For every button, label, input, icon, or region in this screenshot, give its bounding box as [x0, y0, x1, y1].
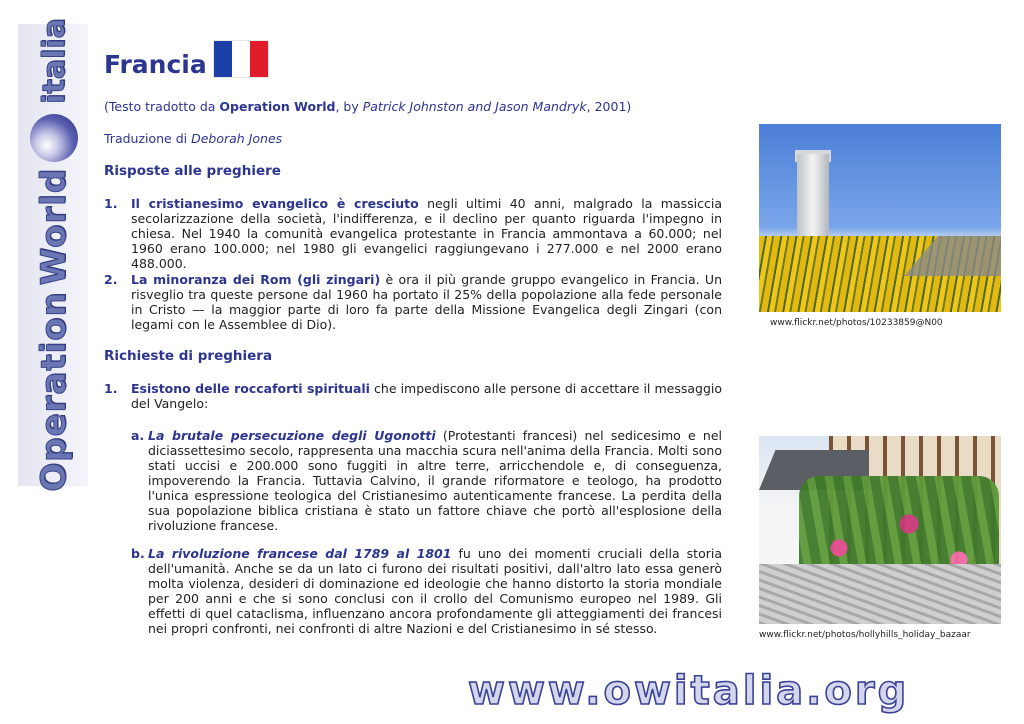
footer-url: www.owitalia.org [468, 668, 910, 714]
cobblestone-street [759, 564, 1001, 624]
translation-line: Traduzione di Deborah Jones [104, 131, 283, 146]
list-item: 2. La minoranza dei Rom (gli zingari) è ora il più grande gruppo evangelico in Francia. Un risveglio tra queste persone dal 1960 ha portato il 25% della popolazione alla fede personale in Cristo — la maggior parte di loro fa parte della Missione Evangelica degli Zingari (con legami con le Assemblee di Dio). [104, 272, 722, 332]
section-heading-requests: Richieste di preghiera [104, 348, 273, 364]
globe-icon [30, 114, 78, 162]
list-item: 1. Esistono delle roccaforti spirituali che impediscono alle persone di accettare il messaggio del Vangelo: [104, 381, 722, 411]
logo-italia: italia [36, 18, 72, 104]
sub-list-item: b. La rivoluzione francese dal 1789 al 1801 fu uno dei momenti cruciali della storia dell'umanità. Anche se da un lato ci furono dei risultati positivi, dall'altro lato essa generò molta violenza, desideri di dominazione ed ideologie che hanno distorto la storia mondiale per 200 anni e che si sono conclusi con il crollo del Comunismo europeo nel 1989. Gli effetti di quel cataclisma, influenzano ancora profondamente gli atteggiamenti dei francesi nei propri confronti, nei confronti di altre Nazioni e del Cristianesimo in sé stesso. [131, 546, 722, 636]
logo-operation: Operation [34, 291, 74, 492]
logo-world: World [34, 167, 74, 286]
water-tower [797, 154, 829, 238]
street-houses-photo [759, 436, 1001, 624]
credit-authors: Patrick Johnston and Jason Mandryk [362, 99, 587, 114]
photo-caption: www.flickr.net/photos/10233859@N00 [770, 318, 943, 328]
sub-list-item: a. La brutale persecuzione degli Ugonotti (Protestanti francesi) nel sedicesimo e nel diciassettesimo secolo, rappresenta una macchia scura nell'anima della Francia. Molti sono stati uccisi e 200.000 sono fuggiti in altre terre, arricchendole e, di conseguenza, impoverendo la Francia. Tuttavia Calvino, il grande riformatore e teologo, ha prodotto l'unica espressione teologica del Cristianesimo autenticamente francese. La perdita della sua popolazione biblica cristiana è stato un fattore chiave che portò all'esplosione della rivoluzione francese. [131, 428, 723, 533]
operation-world-italia-logo [18, 18, 88, 492]
sunflower-field-photo [759, 124, 1001, 312]
credit-line: (Testo tradotto da Operation World, by Patrick Johnston and Jason Mandryk, 2001) [104, 99, 632, 114]
list-item: 1. Il cristianesimo evangelico è cresciuto negli ultimi 40 anni, malgrado la massiccia secolarizzazione della società, l'indifferenza, e il declino per quanto riguarda l'impegno in chiesa. Nel 1940 la comunità evangelica protestante in Francia ammontava a 60.000; nel 1960 erano 100.000; nel 1980 gli evangelici raggiungevano i 277.000 e nel 2000 erano 488.000. [104, 196, 722, 271]
photo-caption: www.flickr.net/photos/hollyhills_holiday_bazaar [759, 630, 971, 640]
translator-name: Deborah Jones [191, 131, 283, 146]
france-flag-icon [214, 41, 268, 77]
logo-text [28, 18, 80, 492]
section-heading-answers: Risposte alle preghiere [104, 163, 281, 179]
page-title: Francia [104, 50, 207, 79]
credit-source: Operation World [219, 99, 336, 114]
